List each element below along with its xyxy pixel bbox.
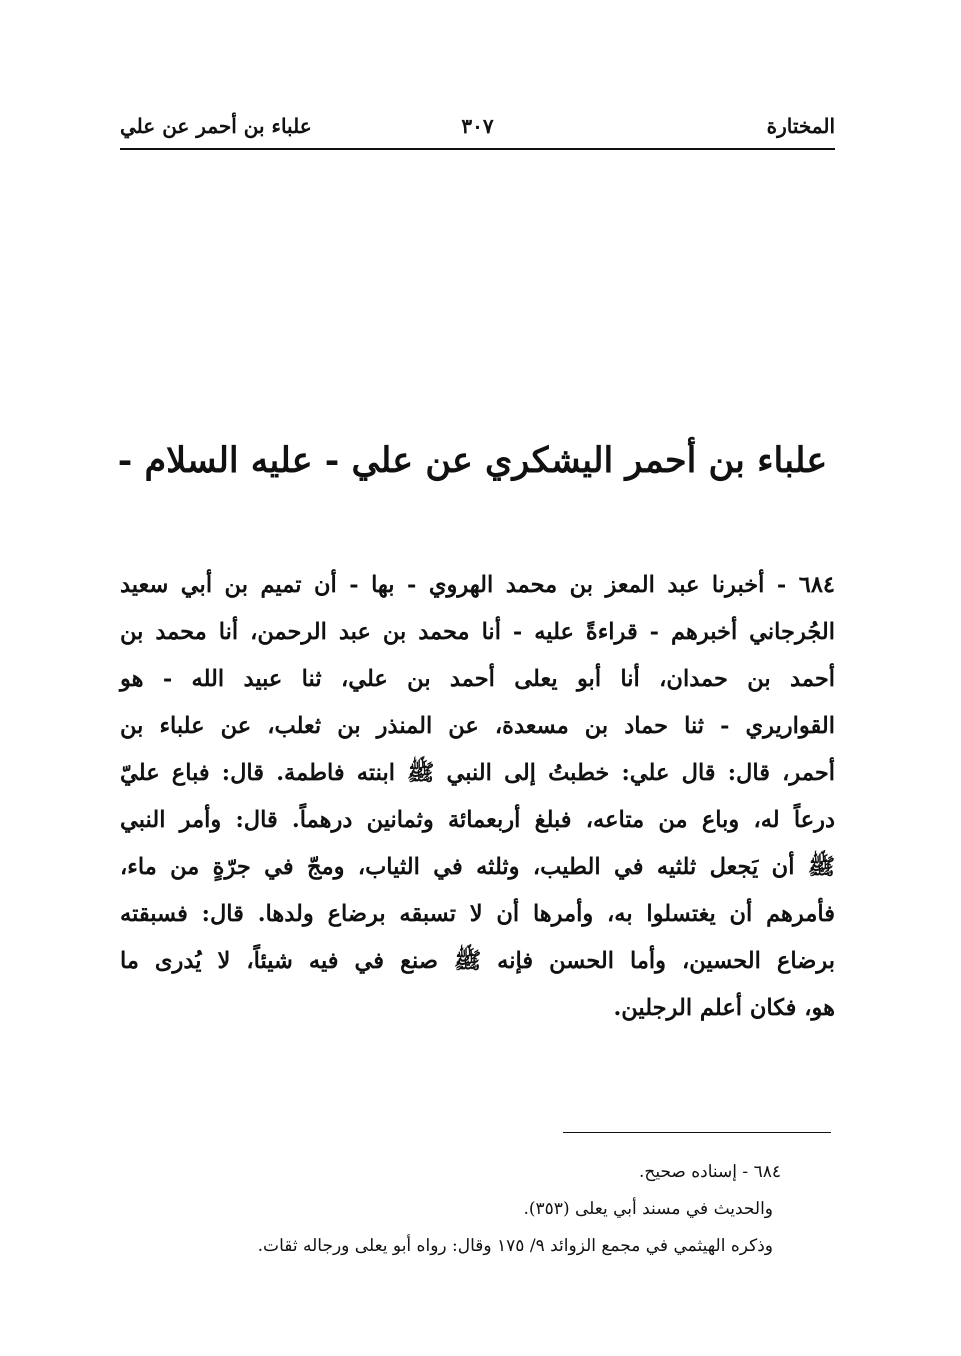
hadith-line: أحمر، قال: قال علي: خطبتُ إلى النبي ﷺ ابنته فاطمة. قال: فباع عليّ bbox=[120, 760, 835, 786]
chapter-title: علباء بن أحمر اليشكري عن علي - عليه السلام - bbox=[117, 440, 828, 481]
hadith-line: هو، فكان أعلم الرجلين. bbox=[613, 995, 835, 1021]
hadith-line: الجُرجاني أخبرهم - قراءةً عليه - أنا محمد بن عبد الرحمن، أنا محمد بن bbox=[120, 619, 835, 645]
footnote-divider bbox=[563, 1132, 831, 1133]
footnote-line: ٦٨٤ - إسناده صحيح. bbox=[638, 1162, 781, 1182]
header-book-title: المختارة bbox=[766, 114, 835, 138]
hadith-text bbox=[120, 562, 835, 1032]
hadith-line: برضاع الحسين، وأما الحسن فإنه ﷺ صنع في فيه شيئاً، لا يُدرى ما bbox=[120, 948, 835, 974]
hadith-line: درعاً له، وباع من متاعه، فبلغ أربعمائة وثمانين درهماً. قال: وأمر النبي bbox=[120, 807, 835, 833]
running-header bbox=[120, 108, 835, 150]
hadith-line: فأمرهم أن يغتسلوا به، وأمرها أن لا تسبقه برضاع ولدها. قال: فسبقته bbox=[120, 901, 835, 927]
hadith-line: ٦٨٤ - أخبرنا عبد المعز بن محمد الهروي - بها - أن تميم بن أبي سعيد bbox=[120, 572, 835, 598]
hadith-line: أحمد بن حمدان، أنا أبو يعلى أحمد بن علي، ثنا عبيد الله - هو bbox=[120, 666, 835, 692]
page-number: ٣٠٧ bbox=[461, 114, 494, 138]
header-chapter-title: علباء بن أحمر عن علي bbox=[120, 114, 312, 138]
footnote-line: وذكره الهيثمي في مجمع الزوائد ٩/ ١٧٥ وقال: رواه أبو يعلى ورجاله ثقات. bbox=[257, 1236, 773, 1256]
footnotes bbox=[120, 1154, 833, 1265]
hadith-line: القواريري - ثنا حماد بن مسعدة، عن المنذر بن ثعلب، عن علباء بن bbox=[120, 713, 835, 739]
footnote-line: والحديث في مسند أبي يعلى (٣٥٣). bbox=[523, 1199, 773, 1219]
hadith-line: ﷺ أن يَجعل ثلثيه في الطيب، وثلثه في الثياب، ومجّ في جرّةٍ من ماء، bbox=[120, 854, 835, 880]
